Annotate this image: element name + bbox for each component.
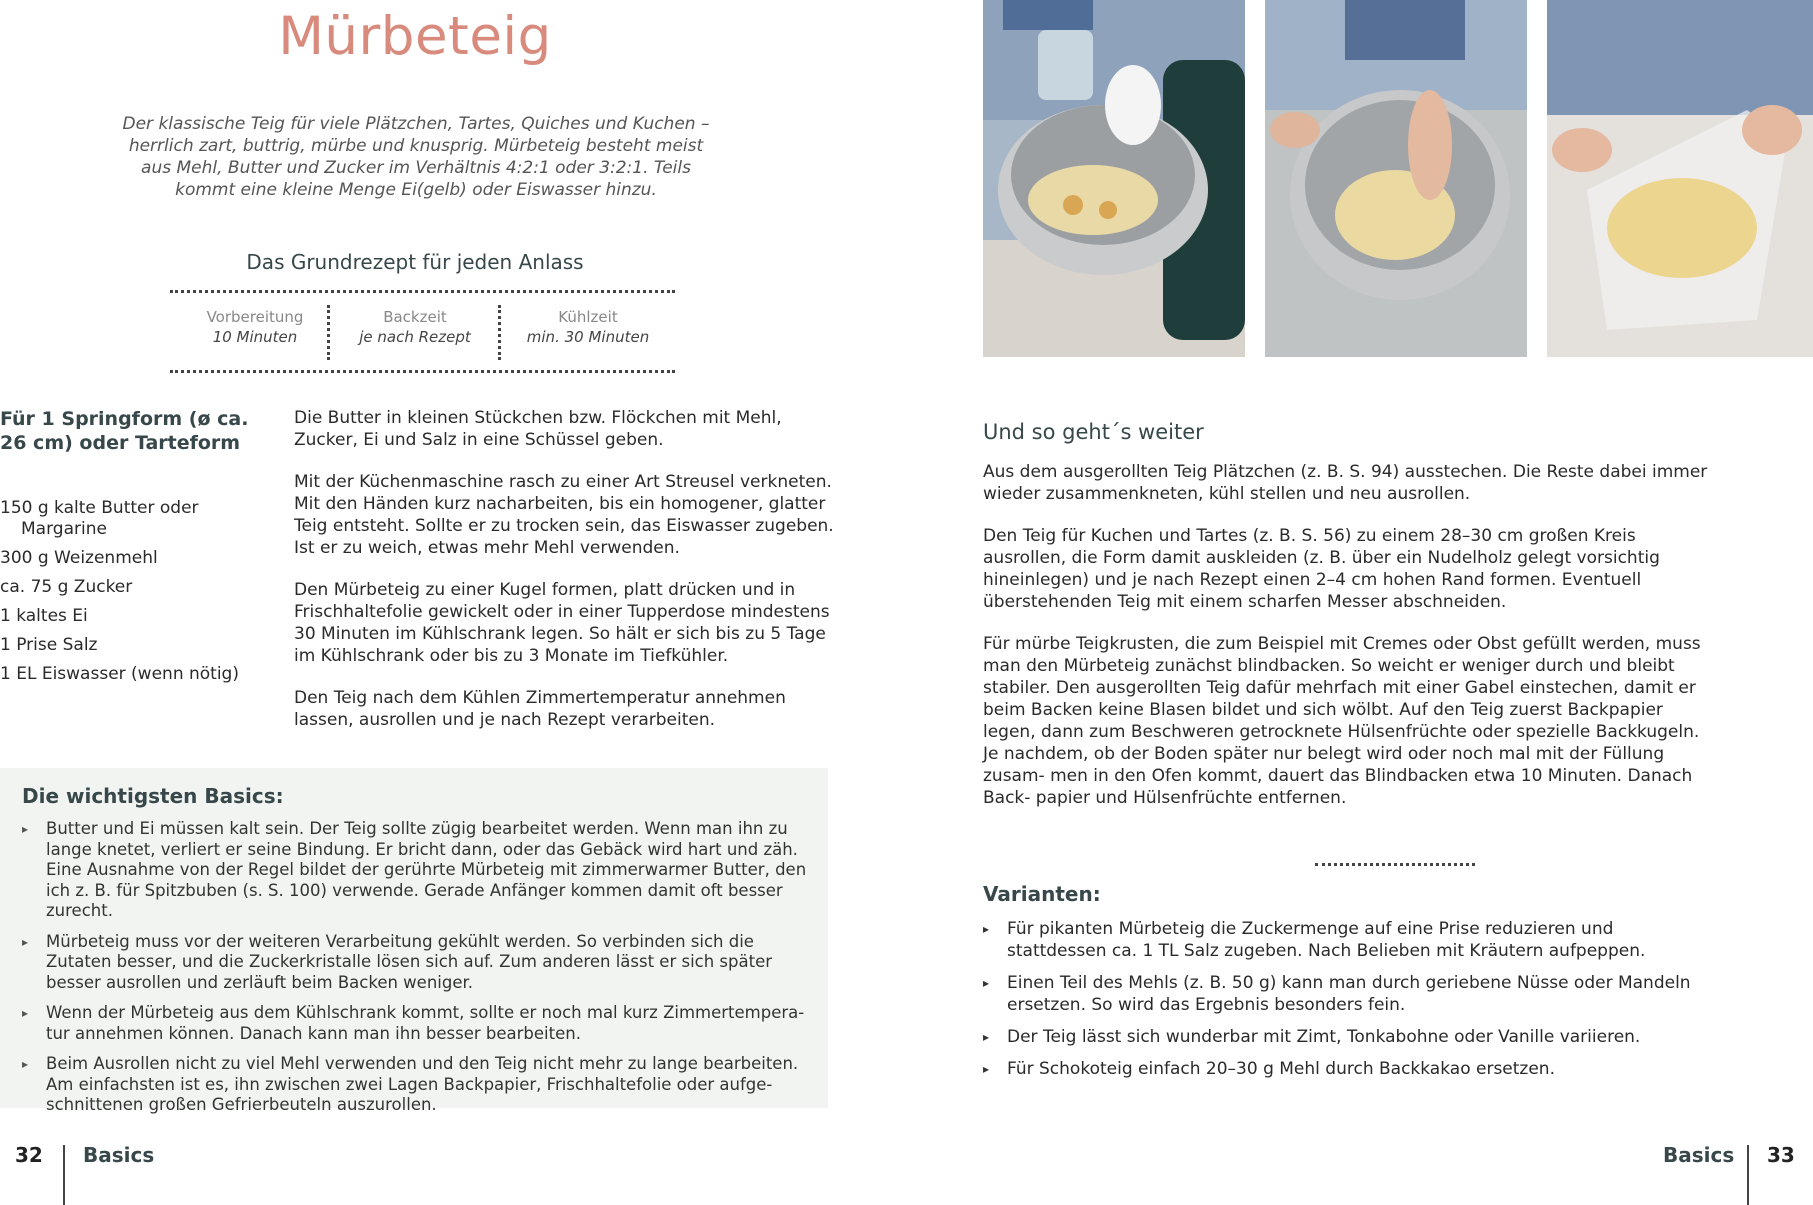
page-number-left: 32 — [15, 1143, 43, 1167]
ingredient-item: 1 Prise Salz — [0, 635, 98, 655]
list-item — [22, 1003, 812, 1044]
list-item — [983, 972, 1713, 1016]
variants-list — [983, 918, 1713, 1090]
info-chill-label: Kühlzeit — [558, 308, 618, 326]
triangle-right-icon: ▸ — [22, 1006, 29, 1020]
variants-title: Varianten: — [983, 882, 1101, 906]
triangle-right-icon: ▸ — [22, 1057, 29, 1071]
list-item-text: Einen Teil des Mehls (z. B. 50 g) kann man durch geriebene Nüsse oder Mandeln ersetzen. So wird das Ergebnis besonders fein. — [1007, 973, 1691, 1015]
list-item-text: Beim Ausrollen nicht zu viel Mehl verwenden und den Teig nicht mehr zu lange bearbeiten. Am einfachsten ist es, ihn zwischen zwei Lagen Backpapier, Frischhaltefolie oder aufge- schnittenen großen Gefrierbeuteln auszurollen. — [46, 1054, 799, 1114]
paragraph: Für mürbe Teigkrusten, die zum Beispiel mit Cremes oder Obst gefüllt werden, muss man den Mürbeteig zunächst blindbacken. So weicht er weniger durch und bleibt stabiler. Den ausgerollten Teig dafür mehrfach mit einer Gabel einstechen, damit er beim Backen keine Blasen bildet und sich wölbt. Auf den Teig zuerst Backpapier legen, dann zum Beschweren getrocknete Hülsenfrüchte oder spezielle Backkugeln. Je nachdem, ob der Boden später nur belegt wird oder noch mal mit der Füllung zusam- men in den Ofen kommt, dauert das Blindbacken etwa 10 Minuten. Danach Back- papier und Hülsenfrüchte entfernen. — [983, 634, 1701, 808]
list-item — [983, 1026, 1713, 1048]
page-title: Mürbeteig — [278, 6, 552, 67]
dotted-divider-top — [170, 290, 675, 293]
list-item-text: Wenn der Mürbeteig aus dem Kühlschrank kommt, sollte er noch mal kurz Zimmertempera- tur annehmen können. Danach kann man ihn besser bearbeiten. — [46, 1003, 805, 1043]
steps — [294, 407, 834, 751]
info-chill-value: min. 30 Minuten — [526, 328, 650, 346]
dotted-ornament — [1315, 863, 1475, 866]
ingredient-item: 1 kaltes Ei — [0, 606, 88, 626]
triangle-right-icon: ▸ — [22, 822, 29, 836]
triangle-right-icon: ▸ — [983, 976, 990, 990]
ingredient-item-continued: Margarine — [21, 519, 107, 539]
info-prep-label: Vorbereitung — [206, 308, 304, 326]
continuation-text — [983, 461, 1713, 829]
triangle-right-icon: ▸ — [22, 934, 29, 949]
dotted-divider-bottom — [170, 370, 675, 373]
photo-kneading — [1265, 0, 1527, 357]
list-item — [983, 918, 1713, 962]
basics-title: Die wichtigsten Basics: — [22, 784, 284, 808]
list-item-text: Für Schokoteig einfach 20–30 g Mehl durch Backkakao ersetzen. — [1007, 1059, 1555, 1079]
ingredients-heading: Für 1 Springform (ø ca. 26 cm) oder Tarteform — [0, 408, 249, 454]
list-item — [22, 819, 812, 922]
ingredients-list — [0, 494, 260, 689]
step: Mit der Küchenmaschine rasch zu einer Art Streusel verkneten. Mit den Händen kurz nacharbeiten, bis ein homogener, glatter Teig entsteht. Sollte er zu trocken sein, das Eiswasser zugeben. Ist er zu weich, etwas mehr Mehl verwenden. — [294, 472, 834, 558]
info-bake-label: Backzeit — [383, 308, 447, 326]
footer-divider — [1747, 1145, 1749, 1205]
dotted-divider-vertical — [327, 305, 330, 360]
info-chill — [508, 308, 668, 346]
footer-section-left: Basics — [83, 1143, 155, 1167]
triangle-right-icon: ▸ — [983, 1062, 990, 1076]
paragraph: Aus dem ausgerollten Teig Plätzchen (z. B. S. 94) ausstechen. Die Reste dabei immer wieder zusammenkneten, kühl stellen und neu ausrollen. — [983, 462, 1708, 504]
info-bake — [340, 308, 490, 346]
ingredient-item: 1 EL Eiswasser (wenn nötig) — [0, 664, 239, 684]
step: Den Teig nach dem Kühlen Zimmertemperatur annehmen lassen, ausrollen und je nach Rezept verarbeiten. — [294, 688, 786, 730]
info-prep-value: 10 Minuten — [212, 328, 298, 346]
triangle-right-icon: ▸ — [983, 1030, 990, 1044]
photo-dough-wrap — [1547, 0, 1813, 357]
ingredient-item: 150 g kalte Butter oder — [0, 498, 199, 518]
info-prep — [180, 308, 330, 346]
list-item-text: Mürbeteig muss vor der weiteren Verarbeitung gekühlt werden. So verbinden sich die Zutaten besser, und die Zuckerkristalle lösen sich auf. Zum anderen lässt er sich später besser ausrollen und zerläuft beim Backen weniger. — [46, 931, 773, 992]
footer-divider — [63, 1145, 65, 1205]
page-number-right: 33 — [1767, 1143, 1795, 1167]
ingredient-item: ca. 75 g Zucker — [0, 577, 133, 597]
step: Die Butter in kleinen Stückchen bzw. Flöckchen mit Mehl, Zucker, Ei und Salz in eine Schüssel geben. — [294, 408, 782, 450]
basics-list — [22, 819, 812, 1126]
footer-section-right: Basics — [1663, 1143, 1735, 1167]
section-heading: Und so geht´s weiter — [983, 420, 1204, 444]
dotted-divider-vertical — [498, 305, 501, 360]
list-item-text: Butter und Ei müssen kalt sein. Der Teig sollte zügig bearbeitet werden. Wenn man ihn zu lange knetet, verliert er seine Bindung. Er bricht dann, oder das Gebäck wird hart und zäh. Eine Ausnahme von der Regel bildet der gerührte Mürbeteig mit zimmerwarmer Butter, den ich z. B. für Spitzbuben (s. S. 100) verwende. Gerade Anfänger kommen damit oft besser zurecht. — [46, 819, 807, 920]
step: Den Mürbeteig zu einer Kugel formen, platt drücken und in Frischhaltefolie gewickelt oder in einer Tupperdose mindestens 30 Minuten im Kühlschrank legen. So hält er sich bis zu 5 Tage im Kühlschrank oder bis zu 3 Monate im Tiefkühler. — [294, 580, 830, 666]
list-item-text: Für pikanten Mürbeteig die Zuckermenge auf eine Prise reduzieren und stattdessen ca. 1 TL Salz zugeben. Nach Belieben mit Kräutern aufpeppen. — [1007, 919, 1646, 961]
info-bake-value: je nach Rezept — [359, 328, 471, 346]
intro-text: Der klassische Teig für viele Plätzchen, Tartes, Quiches und Kuchen – herrlich zart, buttrig, mürbe und knusprig. Mürbeteig besteht meist aus Mehl, Butter und Zucker im Verhältnis 4:2:1 oder 3:2:1. Teils kommt eine kleine Menge Ei(gelb) oder Eiswasser hinzu. — [122, 114, 710, 200]
recipe-subtitle: Das Grundrezept für jeden Anlass — [246, 250, 584, 274]
list-item-text: Der Teig lässt sich wunderbar mit Zimt, Tonkabohne oder Vanille variieren. — [1007, 1027, 1641, 1047]
triangle-right-icon: ▸ — [983, 922, 990, 936]
ingredient-item: 300 g Weizenmehl — [0, 548, 158, 568]
list-item — [22, 932, 812, 994]
list-item — [983, 1058, 1713, 1080]
list-item — [22, 1054, 812, 1116]
photo-mixer — [983, 0, 1245, 357]
paragraph: Den Teig für Kuchen und Tartes (z. B. S. 56) zu einem 28–30 cm großen Kreis ausrollen, die Form damit auskleiden (z. B. über ein Nudelholz gelegt vorsichtig hineinlegen) und je nach Rezept einen 2–4 cm hohen Rand formen. Eventuell überstehenden Teig mit einem scharfen Messer abschneiden. — [983, 526, 1660, 612]
